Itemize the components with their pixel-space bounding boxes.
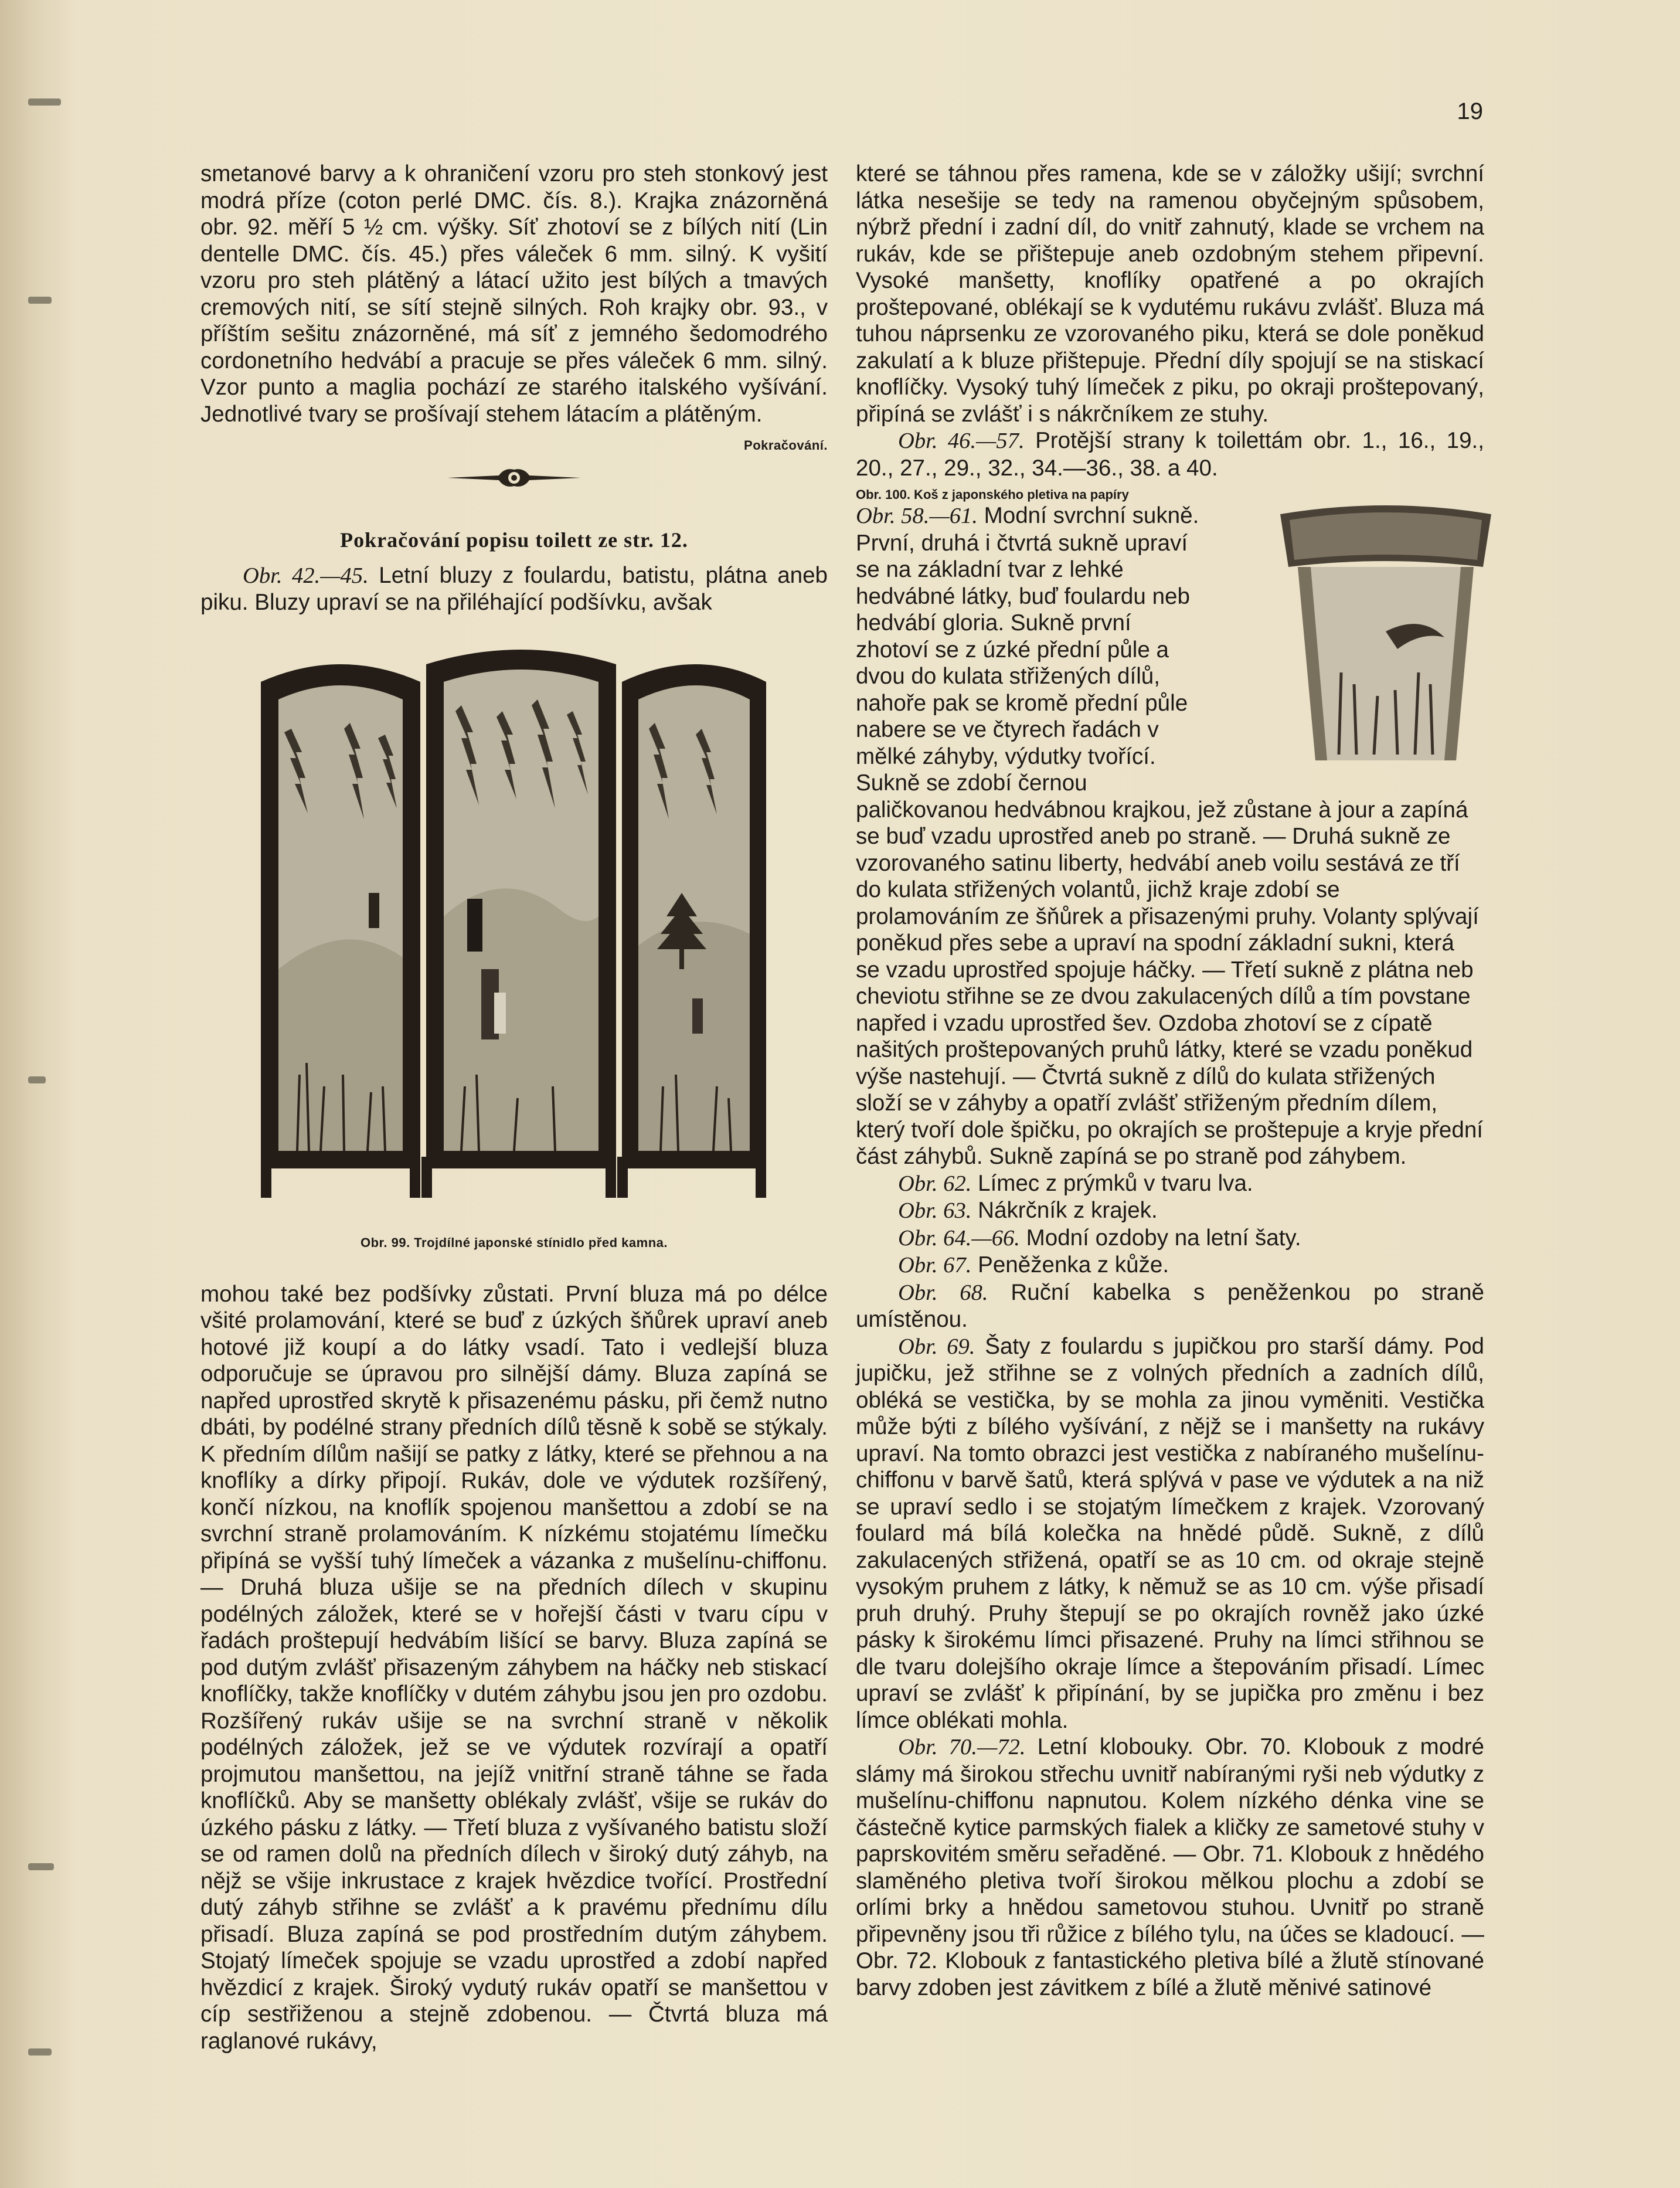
- section-title: Pokračování popisu toilett ze str. 12.: [340, 528, 688, 552]
- paragraph-text: Protější strany k toilettám obr. 1., 16., 19., 20., 27., 29., 32., 34.—36., 38. a 40.: [856, 428, 1484, 481]
- ornament-divider: [444, 461, 584, 494]
- binding-mark: [28, 98, 61, 106]
- figure-100: [1226, 497, 1484, 779]
- paragraph-continued: které se táhnou přes ramena, kde se v záložky ušijí; svrchní látka nesešije se tedy na ramenou obyčejným spůsobem, nýbrž přední i zadní díl, do vnitř zahnutý, klade se vrchem na rukáv, kde se přištepuje aneb ozdobným stehem připevní. Vysoké manšetty, knoflíky opatřené a po okrajích proštepované, oblékají se k vydutému rukávu zvlášť. Bluza má tuhou náprsenku ze vzorovaného piku, která se dole poněkud zakulatí a k bluze přištepuje. Přední díly spojují se na stiskací knoflíčky. Vysoký tuhý límeček z piku, po okraji proštepovaný, připíná se zvlášť i s nákrčníkem ze stuhy.: [856, 161, 1484, 427]
- continued-label: Pokračování.: [744, 438, 828, 453]
- intro-text: smetanové barvy a k ohraničení vzoru pro steh stonkový jest modrá příze (coton perlé DMC. čís. 8.). Krajka znázorněná obr. 92. měří 5 ½ cm. výšky. Síť zhotoví se z bílých nití (Lin dentelle DMC. čís. 45.) přes váleček 6 mm. silný. K vyšití vzoru pro steh plátěný a látací užito jest bílých a tmavých cremových nití, se sítí stejně silných. Roh krajky obr. 93., v příštím sešitu znázorněné, má síť z jemného šedomodrého cordonetního hedvábí a pracuje se přes váleček 6 mm. silný. Vzor punto a maglia pochází ze starého italského vyšívání. Jednotlivé tvary se prošívají stehem látacím a plátěným.: [200, 161, 828, 427]
- paragraph-obr-70: [856, 1734, 1484, 2001]
- figure-ref-label: Obr. 68.: [898, 1280, 988, 1305]
- figure-ref-label: Obr. 46.—57.: [898, 429, 1025, 453]
- figure-ref-label: Obr. 58.—61.: [856, 504, 978, 528]
- paragraph-obr-67: [856, 1252, 1484, 1279]
- figure-ref-label: Obr. 63.: [898, 1198, 972, 1223]
- japanese-screen-illustration: [256, 641, 772, 1215]
- paragraph-obr-69: [856, 1333, 1484, 1734]
- paragraph-obr-63: [856, 1197, 1484, 1225]
- paragraph-text: Letní klobouky. Obr. 70. Klobouk z modré slámy má širokou střechu uvnitř nabíranými ryši neb výdutky z mušelínu-chiffonu napnutou. Kolem nízkého dénka vine se částečně kytice parmských fialek a kličky ze sametové stuhy v paprskovitém směru seřaděné. — Obr. 71. Klobouk z hnědého slaměného pletiva tvoří širokou mělkou plochu a zdobí se orlími brky a hnědou sametovou stuhou. Uvnitř po straně připevněny jsou tři růžice z bílého tylu, na účes se kladoucí. — Obr. 72. Klobouk z fantastického pletiva bílé a žlutě stínované barvy zdoben jest závitkem z bílé a žlutě měnivé satinové: [856, 1734, 1485, 2000]
- paragraph-text: Nákrčník z krajek.: [978, 1198, 1158, 1223]
- paragraph-obr-42: [200, 562, 828, 616]
- page-number: 19: [1457, 98, 1483, 124]
- paragraph-text: Letní bluzy z foulardu, batistu, plátna aneb piku. Bluzy upraví se na přiléhající podšívku, avšak: [200, 562, 828, 615]
- binding-mark: [28, 1863, 54, 1870]
- figure-ref-label: Obr. 64.—66.: [898, 1225, 1020, 1251]
- figure-ref-label: Obr. 70.—72.: [898, 1735, 1026, 1759]
- paragraph-obr-64: [856, 1225, 1484, 1252]
- paragraph-obr-68: [856, 1279, 1484, 1333]
- figure-99: [200, 641, 828, 1256]
- figure-ref-label: Obr. 69.: [898, 1334, 975, 1359]
- binding-mark: [28, 1076, 46, 1083]
- body-paragraph: mohou také bez podšívky zůstati. První bluza má po délce všité prolamování, které se buď z úzkých šňůrek upraví aneb hotové již koupí a do látky vsadí. Tato i vedlejší bluza odporučuje se úpravou pro silnější dámy. Bluza zapíná se napřed uprostřed skrytě k přisazenému pásku, při čemž nutno dbáti, by podélné strany předních dílů těsně k sobě se stýkaly. K předním dílům našijí se patky z látky, které se přehnou a na knoflíky a dírky připojí. Rukáv, dole ve výdutek rozšířený, končí nízkou, na knoflík spojenou manšettou a zdobí se na svrchní straně prolamováním. K nízkému stojatému límečku připíná se vyšší tuhý límeček a vázanka z mušelínu-chiffonu. — Druhá bluza ušije se na předních dílech v skupinu podélných záložek, které se v hořejší části v tvaru cípu v řadách proštepují hedvábím lišící se barvy. Bluza zapíná se pod dutým zvlášť přisazeným záhybem na háčky neb stiskací knoflíčky, takže knoflíčky v dutém záhybu jsou jen pro ozdobu. Rozšířený rukáv ušije se na svrchní straně v několik podélných záložek, jež se ve výdutek rozvírají a opatří projmutou manšettou, na jejíž vnitřní straně táhne se řada knoflíčků. Aby se manšetty oblékaly zvlášť, všije se rukáv do úzkého pásku z látky. — Třetí bluza z vyšívaného batistu složí se od ramen dolů na předních dílech v široký dutý záhyb, na nějž se všije inkrustace z krajek hvězdice tvořící. Prostřední dutý záhyb střihne se zvlášť a k pravému přednímu dílu přisadí. Bluza zapíná se pod prostředním dutým záhybem. Stojatý límeček spojuje se vzadu uprostřed a zdobí napřed hvězdicí z krajek. Široký vydutý rukáv opatří se manšettou v cíp sestřiženou a stejně zdobenou. — Čtvrtá bluza má raglanové rukávy,: [200, 1281, 828, 2054]
- paragraph-obr-46: [856, 427, 1484, 481]
- intro-paragraph: [200, 161, 828, 453]
- binding-mark: [28, 297, 52, 304]
- left-column: [200, 161, 828, 2054]
- paragraph-text: Šaty z foulardu s jupičkou pro starší dámy. Pod jupičku, jež střihne se z volných předních a zadních dílů, obléká se vestička, by se mohla za jinou vyměniti. Vestička může býti z bílého vyšívání, z nějž se i manšetty na rukávy upraví. Na tomto obrazci jest vestička z nabíraného mušelínu-chiffonu v barvě šatů, která splývá v pase ve výdutek a na niž se upraví sedlo i se stojatým límečkem z krajek. Vzorovaný foulard má bílá kolečka na hnědé půdě. Sukně, z dílů zakulacených střižená, opatří se as 10 cm. od okraje stejně vysokým pruhem z látky, k němuž se as 10 cm. výše přisadí pruh druhý. Pruhy štepují se po okrajích rovněž jako úzké pásky k širokému límci přisazené. Pruhy na límci střihnou se dle tvaru dolejšího okraje límce a štepováním přisadí. Límec upraví se zvlášť k připínání, by se jupička pro změnu i bez límce oblékati mohla.: [856, 1333, 1484, 1733]
- figure-ref-label: Obr. 62.: [898, 1171, 972, 1196]
- paragraph-text: Peněženka z kůže.: [978, 1252, 1169, 1278]
- basket-illustration: [1268, 497, 1503, 772]
- paragraph-text: Modní ozdoby na letní šaty.: [1026, 1225, 1301, 1251]
- paragraph-text: Modní svrchní sukně. První, druhá i čtvrtá sukně upraví se na základní tvar z lehké hedvábné látky, buď foulardu neb hedvábí gloria. Sukně první zhotoví se z úzké přední půle a dvou do kulata střižených dílů, nahoře pak se kromě přední půle nabere se ve čtyrech řadách v mělké záhyby, výdutky tvořící. Sukně se zdobí černou paličkovanou hedvábnou krajkou, jež zůstane à jour a zapíná se buď vzadu uprostřed aneb po straně. — Druhá sukně ze vzorovaného satinu liberty, hedvábí aneb voilu sestává ze tří do kulata střižených volantů, jichž kraje zdobí se prolamováním ze šňůrek a přisazenými pruhy. Volanty splývají poněkud přes sebe a upraví na spodní základní sukni, která se vzadu uprostřed spojuje háčky. — Třetí sukně z plátna neb cheviotu střihne se ze dvou zakulacených dílů a tím povstane napřed i vzadu uprostřed šev. Ozdoba zhotoví se z cípatě našitých proštepovaných pruhů látky, které se vzadu poněkud výše nastehují. — Čtvrtá sukně z dílů do kulata střižených složí se v záhyby a opatří zvlášť střiženým předním dílem, který tvoří dole špičku, po okrajích se proštepuje a kryje přední část záhybů. Sukně zapíná se po straně pod záhybem.: [856, 503, 1483, 1169]
- right-column: [856, 161, 1484, 2001]
- figure-100-caption: Obr. 100. Koš z japonského pletiva na papíry: [856, 487, 1129, 502]
- binding-mark: [28, 2048, 52, 2056]
- paragraph-text: Ruční kabelka s peněženkou po straně umístěnou.: [856, 1279, 1485, 1332]
- paragraph-text: Límec z prýmků v tvaru lva.: [978, 1170, 1253, 1196]
- paragraph-obr-62: [856, 1170, 1484, 1198]
- figure-99-caption: Obr. 99. Trojdílné japonské stínidlo před kamna.: [360, 1235, 668, 1250]
- figure-ref-label: Obr. 42.—45.: [243, 563, 369, 588]
- figure-ref-label: Obr. 67.: [898, 1253, 972, 1278]
